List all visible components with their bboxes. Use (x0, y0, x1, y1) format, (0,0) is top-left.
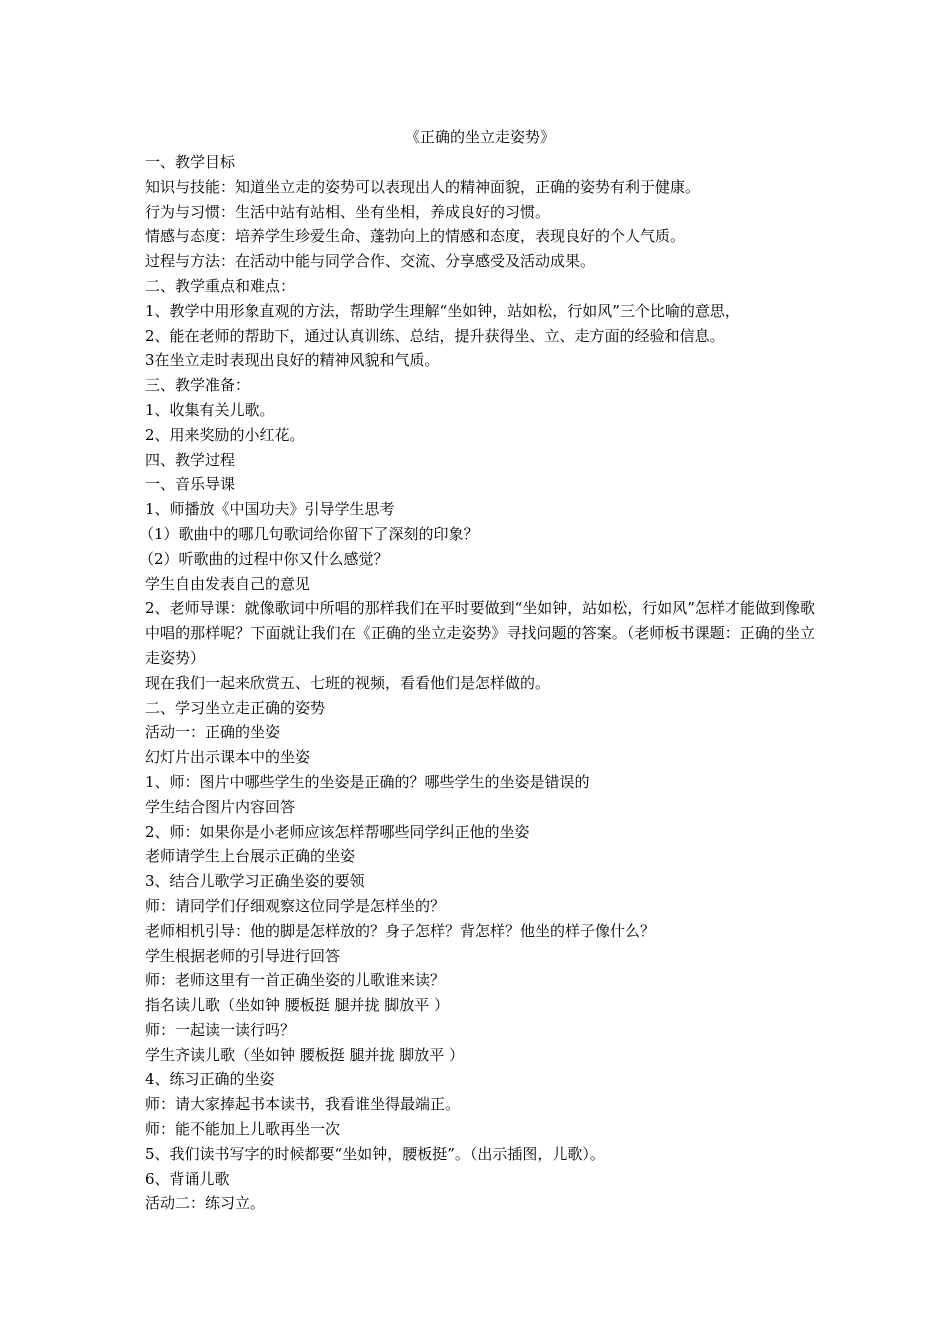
goal-process-method: 过程与方法：在活动中能与同学合作、交流、分享感受及活动成果。 (145, 252, 596, 271)
music-step-1: 1、师播放《中国功夫》引导学生思考 (145, 500, 395, 519)
student-demo: 老师请学生上台展示正确的坐姿 (145, 847, 356, 866)
teacher-sit-again: 师：能不能加上儿歌再坐一次 (145, 1120, 341, 1139)
heading-preparation: 三、教学准备： (145, 376, 251, 395)
goal-behavior-habits: 行为与习惯：生活中站有站相、坐有坐相，养成良好的习惯。 (145, 202, 551, 221)
music-question-2: （2）听歌曲的过程中你又什么感觉？ (139, 549, 389, 568)
heading-key-points: 二、教学重点和难点： (145, 276, 296, 295)
music-question-1: （1）歌曲中的哪几句歌词给你留下了深刻的印象？ (139, 524, 479, 543)
student-answer-2: 学生根据老师的引导进行回答 (145, 946, 341, 965)
teacher-guide: 老师相机引导：他的脚是怎样放的？身子怎样？背怎样？他坐的样子像什么？ (145, 921, 656, 940)
teacher-intro-paragraph: 2、老师导课：就像歌词中所唱的那样我们在平时要做到“坐如钟，站如松，行如风”怎样才能做到像歌中唱的那样呢？下面就让我们在《正确的坐立走姿势》寻找问题的答案。（老师板书课题：正确的坐立走姿势） (145, 599, 815, 667)
preparation-1: 1、收集有关儿歌。 (145, 400, 275, 419)
read-rhyme: 指名读儿歌（坐如钟 腰板挺 腿并拢 脚放平 ） (145, 996, 450, 1015)
student-opinion: 学生自由发表自己的意见 (145, 574, 311, 593)
activity-1-step-1: 1、师：图片中哪些学生的坐姿是正确的？哪些学生的坐姿是错误的 (145, 772, 590, 791)
teacher-observe: 师：请同学们仔细观察这位同学是怎样坐的？ (145, 896, 446, 915)
heading-teaching-process: 四、教学过程 (145, 450, 236, 469)
activity-1-step-5: 5、我们读书写字的时候都要“坐如钟，腰板挺”。（出示插图，儿歌）。 (145, 1144, 605, 1163)
student-answer-1: 学生结合图片内容回答 (145, 797, 296, 816)
key-point-3: 3在坐立走时表现出良好的精神风貌和气质。 (145, 351, 440, 370)
watch-video: 现在我们一起来欣赏五、七班的视频，看看他们是怎样做的。 (145, 673, 551, 692)
goal-emotion-attitude: 情感与态度：培养学生珍爱生命、蓬勃向上的情感和态度，表现良好的个人气质。 (145, 227, 686, 246)
goal-knowledge-skills: 知识与技能：知道坐立走的姿势可以表现出人的精神面貌，正确的姿势有利于健康。 (145, 177, 701, 196)
activity-1-step-3: 3、结合儿歌学习正确坐姿的要领 (145, 872, 365, 891)
teacher-read-together: 师：一起读一读行吗？ (145, 1020, 296, 1039)
slide-show: 幻灯片出示课本中的坐姿 (145, 748, 311, 767)
activity-1-step-6: 6、背诵儿歌 (145, 1169, 230, 1188)
teacher-rhyme: 师：老师这里有一首正确坐姿的儿歌谁来读？ (145, 971, 446, 990)
key-point-1: 1、教学中用形象直观的方法，帮助学生理解“坐如钟，站如松，行如风”三个比喻的意思， (145, 301, 740, 320)
activity-1-step-2: 2、师：如果你是小老师应该怎样帮哪些同学纠正他的坐姿 (145, 822, 530, 841)
section-music-intro: 一、音乐导课 (145, 475, 236, 494)
activity-1-step-4: 4、练习正确的坐姿 (145, 1070, 275, 1089)
heading-teaching-goals: 一、教学目标 (145, 153, 236, 171)
document-page (139, 125, 815, 1216)
section-learn-posture: 二、学习坐立走正确的姿势 (145, 698, 326, 717)
teacher-read-book: 师：请大家捧起书本读书，我看谁坐得最端正。 (145, 1095, 461, 1114)
key-point-2: 2、能在老师的帮助下，通过认真训练、总结，提升获得坐、立、走方面的经验和信息。 (145, 326, 725, 345)
preparation-2: 2、用来奖励的小红花。 (145, 425, 305, 444)
class-read-rhyme: 学生齐读儿歌（坐如钟 腰板挺 腿并拢 脚放平 ） (145, 1045, 465, 1064)
document-title: 《正确的坐立走姿势》 (404, 128, 555, 146)
activity-2-title: 活动二：练习立。 (145, 1194, 266, 1213)
activity-1-title: 活动一：正确的坐姿 (145, 723, 281, 742)
